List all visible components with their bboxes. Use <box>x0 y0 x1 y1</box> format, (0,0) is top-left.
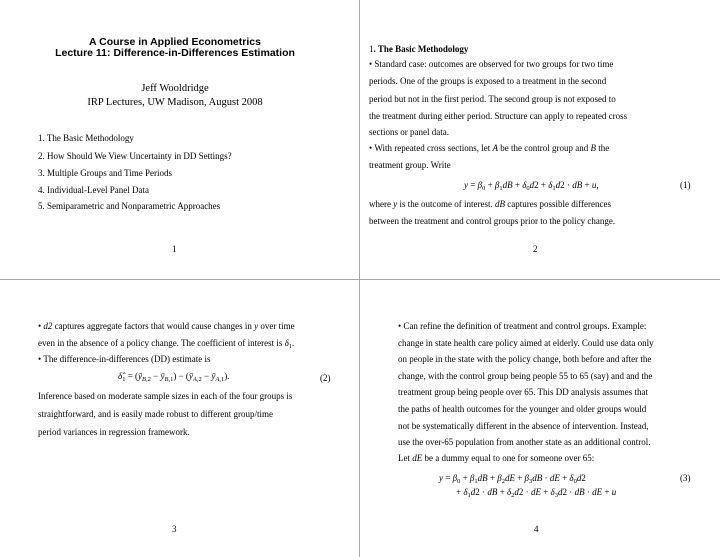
slide-1 <box>0 0 359 279</box>
paragraph-line: sections or panel data. <box>369 127 449 137</box>
paragraph-line: change, with the control group being people 55 to 65 (say) and and the <box>398 371 653 381</box>
equation-2: $\deltâ_1$ = ($ȳ_{B,2}$ − $ȳ_{B,1}$) − ($ȳ_{A,2}$ − $ȳ_{A,1}$). <box>118 371 230 383</box>
paragraph-line: Let dE be a dummy equal to one for someone over 65: <box>398 453 595 463</box>
paragraph-line: treatment group. Write <box>369 160 451 170</box>
slide-2 <box>360 0 720 279</box>
paragraph-line: • Standard case: outcomes are observed for two groups for two time <box>369 59 614 69</box>
paragraph-line: the treatment during either period. Structure can apply to repeated cross <box>369 111 628 121</box>
equation-label: (1) <box>680 180 691 190</box>
page-number: 2 <box>533 244 538 254</box>
bullet-icon: • <box>369 143 373 153</box>
equation-3-line1: $y = \beta_0 + \beta_1dB + \beta_2dE + \beta_3dB$ ⋅ dE + $\delta_0d2$ <box>439 473 586 485</box>
paragraph-line: treatment group being people over 65. This DD analysis assumes that <box>398 387 649 397</box>
bullet-icon: • <box>369 59 373 69</box>
paragraph-line: change in state health care policy aimed at elderly. Could use data only <box>398 338 654 348</box>
paragraph-line: • Can refine the definition of treatment and control groups. Example: <box>398 321 647 331</box>
paragraph-line: on people in the state with the policy change, both before and after the <box>398 354 652 364</box>
paragraph-line: the paths of health outcomes for the younger and older groups would <box>398 404 647 414</box>
equation-3-line2: + $\delta_1d2$ ⋅ dB + $\delta_2d2$ ⋅ dE + $\delta_3d2$ ⋅ dB ⋅ dE + u <box>456 487 617 499</box>
bullet-icon: • <box>398 321 402 331</box>
equation-label: (3) <box>680 473 691 483</box>
outline-item-1: 1. The Basic Methodology <box>38 133 134 143</box>
slide-3 <box>0 280 359 557</box>
paragraph-line: • The difference-in-differences (DD) estimate is <box>38 354 211 364</box>
outline-item-2: 2. How Should We View Uncertainty in DD Settings? <box>38 151 232 161</box>
paragraph-line: period variances in regression framework. <box>38 427 190 437</box>
outline-item-3: 3. Multiple Groups and Time Periods <box>38 168 173 178</box>
lecture-title-line1: A Course in Applied Econometrics <box>89 36 261 48</box>
section-title: . The Basic Methodology <box>373 44 469 54</box>
paragraph-line: where y is the outcome of interest. dB captures possible differences <box>369 199 612 209</box>
equation-label: (2) <box>320 373 331 383</box>
paragraph-line: • d2 captures aggregate factors that would cause changes in y over time <box>38 321 295 331</box>
section-heading <box>369 44 468 54</box>
author-name: Jeff Wooldridge <box>141 83 209 94</box>
paragraph-line: periods. One of the groups is exposed to a treatment in the second <box>369 76 607 86</box>
equation-1: $y = \beta_0 + \beta_1dB + \delta_0d2 + \delta_1d2$ ⋅ dB + u, <box>464 180 599 192</box>
bullet-icon: • <box>38 354 42 364</box>
lecture-title-line2: Lecture 11: Difference-in-Differences Estimation <box>55 47 295 59</box>
slide-4 <box>360 280 720 557</box>
paragraph-line: not be systematically different in the absence of intervention. Instead, <box>398 421 649 431</box>
page-number: 3 <box>172 524 177 534</box>
outline-item-5: 5. Semiparametric and Nonparametric Approaches <box>38 201 221 211</box>
bullet-icon: • <box>38 321 42 331</box>
outline-item-4: 4. Individual-Level Panel Data <box>38 185 149 195</box>
paragraph-line: use the over-65 population from another state as an additional control. <box>398 437 651 447</box>
venue-line: IRP Lectures, UW Madison, August 2008 <box>87 97 263 108</box>
paragraph-line: Inference based on moderate sample sizes in each of the four groups is <box>38 391 293 401</box>
paragraph-line: between the treatment and control groups prior to the policy change. <box>369 216 616 226</box>
paragraph-line: even in the absence of a policy change. The coefficient of interest is $\delta_1$. <box>38 338 295 350</box>
paragraph-line: period but not in the first period. The second group is not exposed to <box>369 94 616 104</box>
page-number: 4 <box>534 524 539 534</box>
page-number: 1 <box>172 244 177 254</box>
section-number: 1 <box>369 44 374 54</box>
paragraph-line: • With repeated cross sections, let A be the control group and B the <box>369 143 610 153</box>
paragraph-line: straightforward, and is easily made robust to different group/time <box>38 409 274 419</box>
